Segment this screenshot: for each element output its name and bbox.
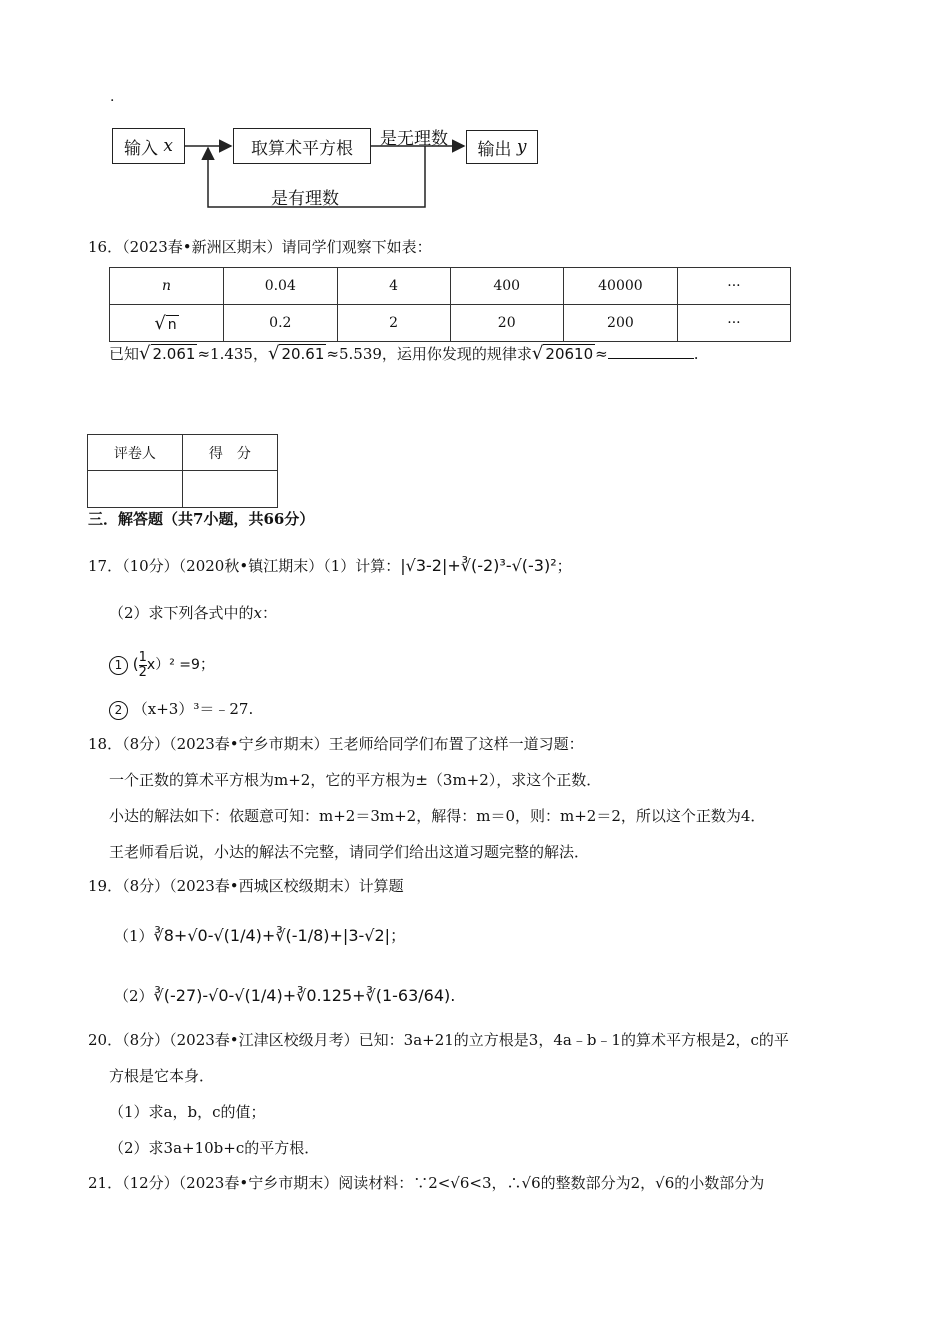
q16-label-sqrt: n bbox=[167, 316, 177, 333]
q20-stem: 20．（8分）（2023春•江津区校级月考）已知：3a+21的立方根是3，4a﹣b﹣1的算术平方根是2，c的平 bbox=[88, 1031, 789, 1049]
q19-expr2: ∛(-27)-√0-√(1/4)+∛0.125+∛(1-63/64). bbox=[153, 986, 456, 1005]
q16-sqrt-0: 0.2 bbox=[224, 305, 338, 342]
q20-part2: （2）求3a+10b+c的平方根． bbox=[109, 1139, 320, 1157]
q20-part1: （1）求a，b，c的值； bbox=[109, 1103, 266, 1121]
q17-part2: （2）求下列各式中的x： bbox=[109, 604, 278, 622]
q16-root1: 2.061 bbox=[152, 345, 196, 363]
q16-table-row-sqrt: √ n 0.2 2 20 200 ··· bbox=[110, 305, 791, 342]
q16-n-2: 400 bbox=[450, 268, 563, 305]
q21-stem: 21．（12分）（2023春•宁乡市期末）阅读材料：∵2<√6<3，∴√6的整数部分为2，√6的小数部分为 bbox=[88, 1174, 765, 1192]
section3-heading: 三．解答题（共7小题，共66分） bbox=[88, 510, 315, 528]
q17-expr: |√3-2|+∛(-2)³-√(-3)² bbox=[400, 556, 557, 575]
flow-input-label: 输入 bbox=[124, 138, 158, 159]
q18-stem: 18．（8分）（2023春•宁乡市期末）王老师给同学们布置了这样一道习题： bbox=[88, 735, 584, 753]
q16-answer-blank[interactable] bbox=[608, 344, 694, 359]
q17-stem: 17．（10分）（2020秋•镇江期末）（1）计算：|√3-2|+∛(-2)³-√(-3)²； bbox=[88, 556, 572, 575]
flow-input-var: x bbox=[163, 136, 173, 156]
q18-line1: 一个正数的算术平方根为m+2，它的平方根为±（3m+2），求这个正数． bbox=[109, 771, 602, 789]
flow-irrational-label: 是无理数 bbox=[380, 129, 448, 149]
q17-eq2: 2 （x+3）³＝﹣27. bbox=[109, 699, 253, 720]
q16-root2: 20.61 bbox=[281, 345, 325, 363]
q16-root3: 20610 bbox=[545, 345, 594, 363]
q16-n-3: 40000 bbox=[563, 268, 677, 305]
flow-dot: · bbox=[110, 93, 115, 109]
q16-stem: 16．（2023春•新洲区期末）请同学们观察下如表： bbox=[88, 238, 432, 256]
flow-process-label: 取算术平方根 bbox=[251, 138, 353, 159]
score-reviewer-label: 评卷人 bbox=[88, 435, 183, 471]
flow-arrows bbox=[0, 0, 950, 220]
q18-line2: 小达的解法如下：依题意可知：m+2＝3m+2，解得：m＝0，则：m+2＝2，所以这个正数为4． bbox=[109, 807, 766, 825]
circle-2-icon: 2 bbox=[109, 701, 128, 720]
circle-1-icon: 1 bbox=[109, 656, 128, 675]
q16-sqrt-3: 200 bbox=[563, 305, 677, 342]
score-label: 得 分 bbox=[182, 435, 277, 471]
q16-sqrt-4: ··· bbox=[677, 305, 790, 342]
q19-expr1: ∛8+√0-√(1/4)+∛(-1/8)+|3-√2|； bbox=[153, 926, 407, 945]
q19-stem: 19．（8分）（2023春•西城区校级期末）计算题 bbox=[88, 877, 404, 895]
q19-part2: （2）∛(-27)-√0-√(1/4)+∛0.125+∛(1-63/64). bbox=[114, 986, 456, 1005]
q18-line3: 王老师看后说，小达的解法不完整，请同学们给出这道习题完整的解法． bbox=[109, 843, 590, 861]
q16-table-row-n bbox=[110, 268, 791, 305]
score-reviewer-cell[interactable] bbox=[88, 471, 183, 508]
q16-table bbox=[109, 267, 791, 342]
score-value-cell[interactable] bbox=[182, 471, 277, 508]
q16-n-0: 0.04 bbox=[224, 268, 338, 305]
q20-stem2: 方根是它本身． bbox=[109, 1067, 215, 1085]
q17-eq1: 1 ( $\frac{1}{2}$ x）² =9； bbox=[109, 644, 215, 685]
flow-rational-label: 是有理数 bbox=[271, 189, 339, 209]
flow-output-var: y bbox=[516, 137, 527, 157]
score-table bbox=[87, 434, 278, 508]
flow-output-label: 输出 bbox=[477, 139, 512, 160]
q16-label-n: n bbox=[161, 278, 172, 294]
q16-sqrt-1: 2 bbox=[337, 305, 450, 342]
q16-sqrt-2: 20 bbox=[450, 305, 563, 342]
q16-n-4: ··· bbox=[677, 268, 790, 305]
q16-known: 已知√ 2.061 ≈1.435，√ 20.61 ≈5.539，运用你发现的规律求√ 20610 ≈ . bbox=[109, 343, 699, 364]
q19-part1: （1）∛8+√0-√(1/4)+∛(-1/8)+|3-√2|； bbox=[114, 926, 407, 945]
q16-n-1: 4 bbox=[337, 268, 450, 305]
